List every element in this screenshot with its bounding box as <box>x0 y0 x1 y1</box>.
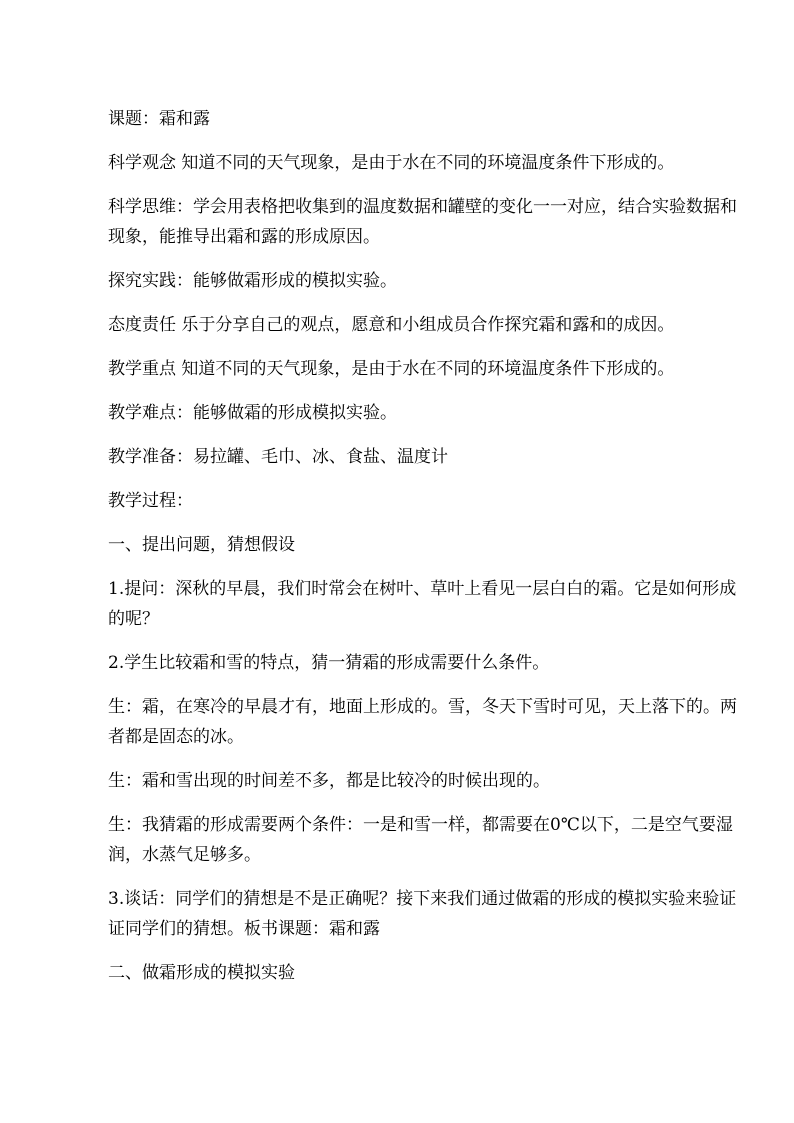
document-body <box>108 104 748 1002</box>
section-two-heading: 二、做霜形成的模拟实验 <box>108 963 295 983</box>
teaching-materials: 教学准备：易拉罐、毛巾、冰、食盐、温度计 <box>108 447 448 467</box>
step-two-compare: 2.学生比较霜和雪的特点，猜一猜霜的形成需要什么条件。 <box>108 653 550 673</box>
inquiry-practice: 探究实践：能够做霜形成的模拟实验。 <box>108 271 397 291</box>
student-answer-three: 生：我猜霜的形成需要两个条件：一是和雪一样，都需要在0℃以下，二是空气要湿润，水蒸气足够多。 <box>108 815 733 865</box>
science-concept: 科学观念 知道不同的天气现象，是由于水在不同的环境温度条件下形成的。 <box>108 153 675 173</box>
section-one-heading: 一、提出问题，猜想假设 <box>108 535 295 555</box>
attitude-responsibility: 态度责任 乐于分享自己的观点，愿意和小组成员合作探究霜和露和的成因。 <box>108 315 675 335</box>
step-three-talk: 3.谈话：同学们的猜想是不是正确呢？接下来我们通过做霜的形成的模拟实验来验证证同学们的猜想。板书课题：霜和露 <box>108 889 737 939</box>
student-answer-two: 生：霜和雪出现的时间差不多，都是比较冷的时候出现的。 <box>108 771 550 791</box>
teaching-process-heading: 教学过程： <box>108 491 193 511</box>
teaching-focus: 教学重点 知道不同的天气现象，是由于水在不同的环境温度条件下形成的。 <box>108 359 675 379</box>
student-answer-one: 生：霜，在寒冷的早晨才有，地面上形成的。雪，冬天下雪时可见，天上落下的。两者都是固态的冰。 <box>108 697 737 747</box>
teaching-difficulty: 教学难点：能够做霜的形成模拟实验。 <box>108 403 397 423</box>
step-one-question: 1.提问：深秋的早晨，我们时常会在树叶、草叶上看见一层白白的霜。它是如何形成的呢？ <box>108 579 737 629</box>
lesson-title: 课题：霜和露 <box>108 109 210 129</box>
science-thinking: 科学思维：学会用表格把收集到的温度数据和罐壁的变化一一对应，结合实验数据和现象，能推导出霜和露的形成原因。 <box>108 197 737 247</box>
